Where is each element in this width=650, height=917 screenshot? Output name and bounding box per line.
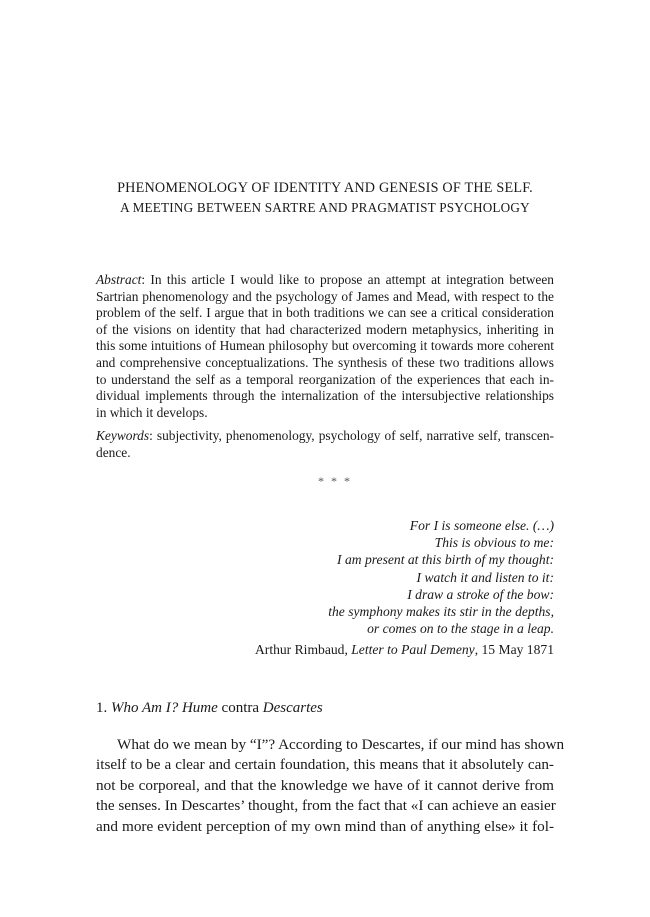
keywords-line: dence. xyxy=(96,444,131,460)
abstract-line: in which it develops. xyxy=(96,404,208,420)
attribution-work: Letter to Paul Demeny xyxy=(351,642,475,657)
epigraph-attribution xyxy=(255,641,554,658)
abstract-label: Abstract xyxy=(96,272,142,287)
section-title-part-1: Who Am I? Hume xyxy=(111,700,218,716)
attribution-author: Arthur Rimbaud, xyxy=(254,642,352,657)
abstract-line: Abstract: In this article I would like to propose an attempt at integration between xyxy=(96,272,554,287)
epigraph xyxy=(328,517,554,637)
section-heading xyxy=(96,698,323,718)
body-line: the senses. In Descartes’ thought, from the fact that «I can achieve an easier xyxy=(96,797,556,815)
body-line: and more evident perception of my own mind than of anything else» it fol- xyxy=(96,817,554,835)
abstract xyxy=(96,272,554,421)
body-paragraph xyxy=(96,735,565,837)
epigraph-line: the symphony makes its stir in the depths, xyxy=(328,604,554,620)
title-line-2: A MEETING BETWEEN SARTRE AND PRAGMATIST PSYCHOLOGY xyxy=(120,200,530,215)
abstract-line: this some intuitions of Humean philosophy but overcoming it towards more coherent xyxy=(96,338,554,354)
keywords-line: Keywords: subjectivity, phenomenology, psychology of self, narrative self, transcen- xyxy=(96,428,554,443)
abstract-line: dividual implements through the internalization of the intersubjective relationships xyxy=(96,388,554,404)
epigraph-line: I draw a stroke of the bow: xyxy=(407,586,554,602)
title-line-1: PHENOMENOLOGY OF IDENTITY AND GENESIS OF THE SELF. xyxy=(117,180,533,196)
attribution-date: , 15 May 1871 xyxy=(474,642,554,657)
epigraph-line: or comes on to the stage in a leap. xyxy=(367,621,554,637)
section-title-part-2: contra xyxy=(217,700,263,716)
epigraph-line: I am present at this birth of my thought: xyxy=(337,552,554,568)
epigraph-line: For I is someone else. (…) xyxy=(409,518,554,533)
body-line: itself to be a clear and certain foundation, this means that it absolutely can- xyxy=(96,756,554,774)
epigraph-line: I watch it and listen to it: xyxy=(416,569,554,585)
section-title-part-3: Descartes xyxy=(262,700,323,716)
abstract-line: problem of the self. I argue that in both traditions we can see a critical consideration xyxy=(96,305,554,321)
article-title xyxy=(60,178,590,218)
abstract-line: to understand the self as a temporal reorganization of the experiences that each in- xyxy=(96,371,554,387)
section-separator: * * * xyxy=(318,474,352,488)
body-line: not be corporeal, and that the knowledge we have of it cannot derive from xyxy=(96,776,554,794)
epigraph-line: This is obvious to me: xyxy=(434,535,554,551)
section-number: 1. xyxy=(96,700,111,716)
abstract-line: Sartrian phenomenology and the psychology of James and Mead, with respect to the xyxy=(96,288,554,304)
abstract-line: and comprehensive conceptualizations. The synthesis of these two traditions allows xyxy=(96,354,554,370)
abstract-line: of the visions on identity that had characterized modern metaphysics, inheriting in xyxy=(96,321,554,337)
keywords-label: Keywords xyxy=(96,428,150,443)
body-line: What do we mean by “I”? According to Descartes, if our mind has shown xyxy=(117,736,565,753)
keywords xyxy=(96,428,554,461)
